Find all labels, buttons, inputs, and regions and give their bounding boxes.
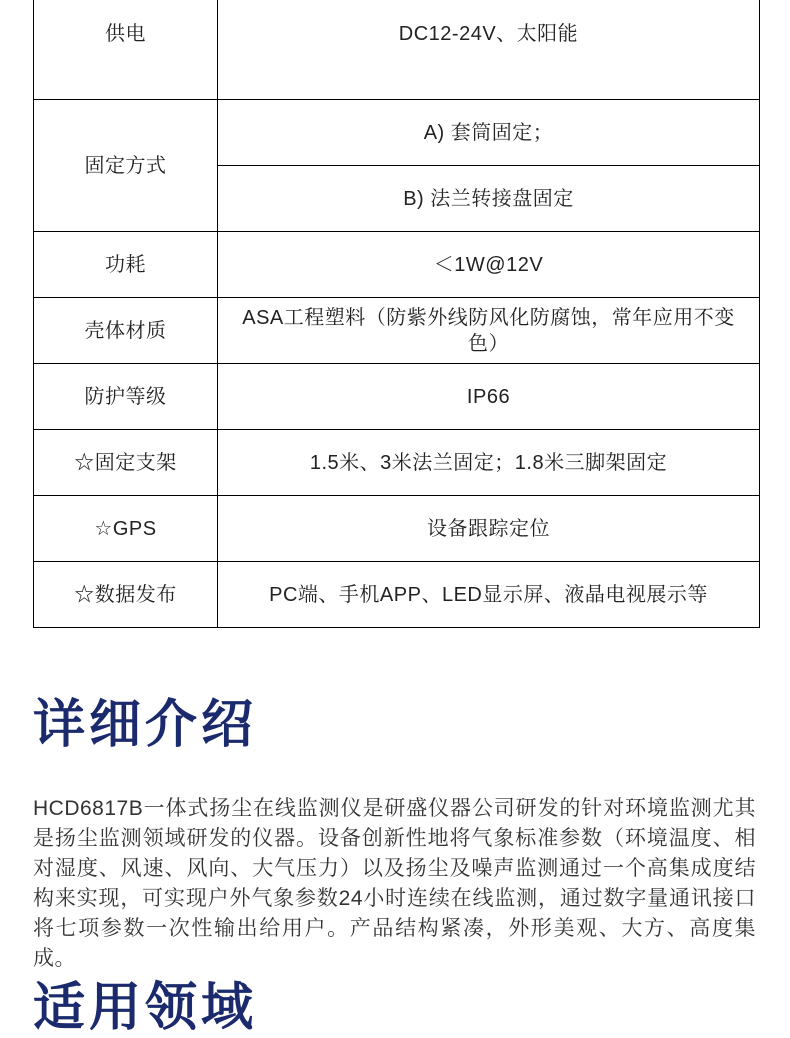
spec-label-protection: 防护等级 bbox=[34, 364, 218, 430]
spec-value-consumption: ＜1W@12V bbox=[218, 232, 760, 298]
table-row bbox=[34, 298, 760, 364]
spec-label-power: 供电 bbox=[34, 0, 218, 100]
spec-table bbox=[33, 0, 760, 628]
spec-value-mounting-b: B) 法兰转接盘固定 bbox=[218, 166, 760, 232]
spec-value-publish: PC端、手机APP、LED显示屏、液晶电视展示等 bbox=[218, 562, 760, 628]
detailed-introduction-heading: 详细介绍 bbox=[33, 696, 258, 754]
spec-value-protection: IP66 bbox=[218, 364, 760, 430]
spec-value-power: DC12-24V、太阳能 bbox=[218, 0, 760, 100]
spec-value-mounting-a: A) 套筒固定； bbox=[218, 100, 760, 166]
table-row bbox=[34, 0, 760, 100]
spec-label-gps: ☆GPS bbox=[34, 496, 218, 562]
spec-label-housing: 壳体材质 bbox=[34, 298, 218, 364]
spec-label-consumption: 功耗 bbox=[34, 232, 218, 298]
table-row bbox=[34, 364, 760, 430]
table-row bbox=[34, 430, 760, 496]
introduction-paragraph: HCD6817B一体式扬尘在线监测仪是研盛仪器公司研发的针对环境监测尤其是扬尘监测领域研发的仪器。设备创新性地将气象标准参数（环境温度、相对湿度、风速、风向、大气压力）以及扬尘及噪声监测通过一个高集成度结构来实现，可实现户外气象参数24小时连续在线监测，通过数字量通讯接口将七项参数一次性输出给用户。产品结构紧凑，外形美观、大方、高度集成。 bbox=[33, 797, 756, 970]
spec-label-publish: ☆数据发布 bbox=[34, 562, 218, 628]
spec-value-housing: ASA工程塑料（防紫外线防风化防腐蚀，常年应用不变色） bbox=[218, 298, 760, 364]
table-row bbox=[34, 562, 760, 628]
spec-value-gps: 设备跟踪定位 bbox=[218, 496, 760, 562]
spec-label-bracket: ☆固定支架 bbox=[34, 430, 218, 496]
spec-label-mounting: 固定方式 bbox=[34, 100, 218, 232]
table-row bbox=[34, 100, 760, 166]
table-row bbox=[34, 496, 760, 562]
application-fields-heading: 适用领域 bbox=[33, 979, 258, 1037]
table-row bbox=[34, 232, 760, 298]
spec-value-bracket: 1.5米、3米法兰固定；1.8米三脚架固定 bbox=[218, 430, 760, 496]
